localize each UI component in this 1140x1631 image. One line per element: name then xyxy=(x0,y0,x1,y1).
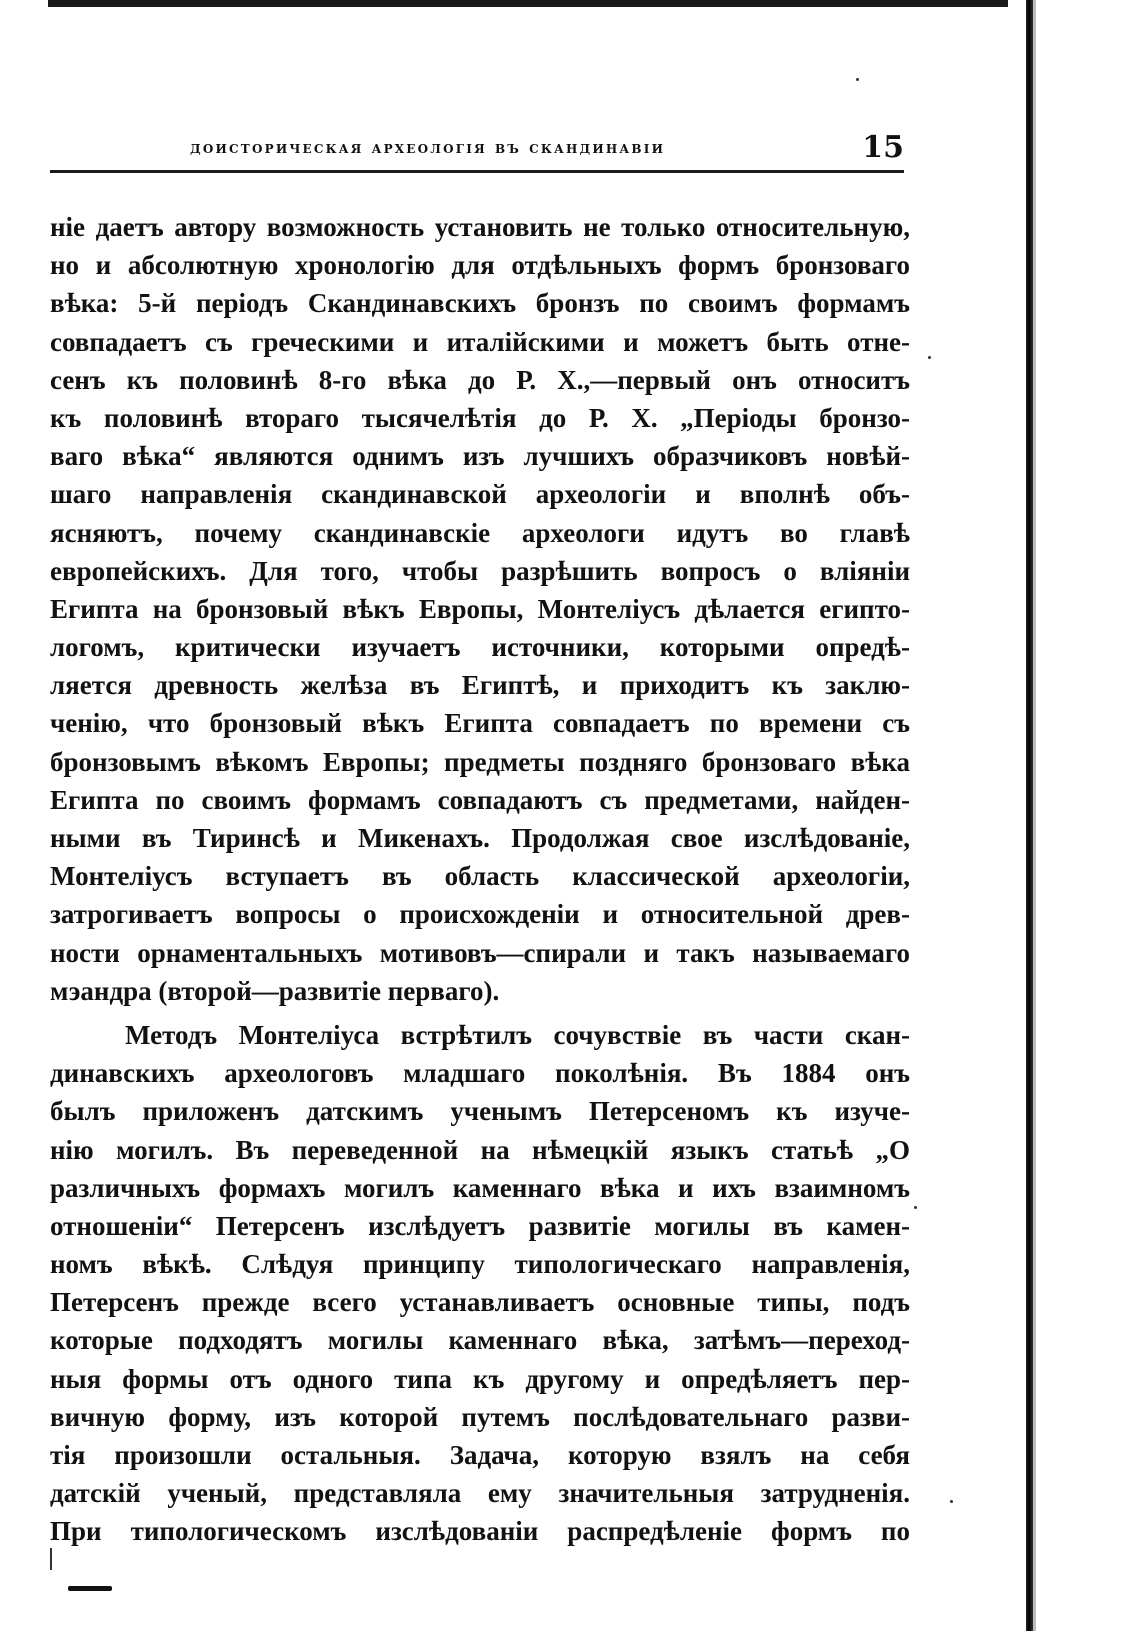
page-number: 15 xyxy=(862,130,904,165)
text-line: былъ приложенъ датскимъ ученымъ Петерсеномъ къ изуче- xyxy=(50,1096,910,1127)
text-line: сенъ къ половинѣ 8-го вѣка до Р. Х.,—первый онъ относитъ xyxy=(50,364,910,395)
text-line: ясняютъ, почему скандинавскіе археологи идутъ во главѣ xyxy=(50,517,910,548)
text-line: ваго вѣка“ являются однимъ изъ лучшихъ образчиковъ новѣй- xyxy=(50,441,910,472)
page-header xyxy=(50,130,904,165)
text-line: динавскихъ археологовъ младшаго поколѣнія. Въ 1884 онъ xyxy=(50,1058,910,1089)
header-rule xyxy=(50,170,904,173)
text-line: вичную форму, изъ которой путемъ послѣдовательнаго разви- xyxy=(50,1401,910,1432)
text-line: Египта на бронзовый вѣкъ Европы, Монтеліусъ дѣлается египто- xyxy=(50,593,910,624)
text-line: При типологическомъ изслѣдованіи распредѣленіе формъ по xyxy=(50,1516,910,1547)
margin-tick-mark xyxy=(50,1548,52,1570)
text-line: совпадаетъ съ греческими и италійскими и можетъ быть отне- xyxy=(50,326,910,357)
text-line: Монтеліусъ вступаетъ въ область классической археологіи, xyxy=(50,861,910,892)
text-line: ляется древность желѣза въ Египтѣ, и приходитъ къ заклю- xyxy=(50,670,910,701)
text-line: Методъ Монтеліуса встрѣтилъ сочувствіе въ части скан- xyxy=(125,1019,910,1050)
book-spine-edge xyxy=(1026,0,1033,1631)
text-line: вѣка: 5-й періодъ Скандинавскихъ бронзъ по своимъ формамъ xyxy=(50,288,910,319)
body-text xyxy=(50,208,910,1551)
top-edge-rule xyxy=(48,0,1008,7)
text-line: ности орнаментальныхъ мотивовъ—спирали и такъ называемаго xyxy=(50,937,910,968)
text-line: логомъ, критически изучаетъ источники, которыми опредѣ- xyxy=(50,632,910,663)
text-line: бронзовымъ вѣкомъ Европы; предметы поздняго бронзоваго вѣка xyxy=(50,746,910,777)
text-line: ныя формы отъ одного типа къ другому и опредѣляетъ пер- xyxy=(50,1363,910,1394)
scan-speck xyxy=(928,356,931,359)
text-line: ченію, что бронзовый вѣкъ Египта совпадаетъ по времени съ xyxy=(50,708,910,739)
text-line: тія произошли остальныя. Задача, которую взялъ на себя xyxy=(50,1440,910,1470)
footer-dash-mark xyxy=(68,1586,112,1591)
scan-speck xyxy=(914,1206,917,1209)
text-line: мэандра (второй—развитіе перваго). xyxy=(50,975,500,1006)
text-line: шаго направленія скандинавской археологіи и вполнѣ объ- xyxy=(50,479,910,510)
text-line: номъ вѣкѣ. Слѣдуя принципу типологическаго направленія, xyxy=(50,1249,910,1280)
text-line: ніе даетъ автору возможность установить не только относительную, xyxy=(50,212,910,242)
text-line: которые подходятъ могилы каменнаго вѣка, затѣмъ—переход- xyxy=(50,1325,910,1356)
text-line: ными въ Тиринсѣ и Микенахъ. Продолжая свое изслѣдованіе, xyxy=(50,823,910,853)
text-line: затрогиваетъ вопросы о происхожденіи и относительной древ- xyxy=(50,899,910,930)
running-title: доисторическая археологія въ скандинавіи xyxy=(190,138,666,158)
text-line: европейскихъ. Для того, чтобы разрѣшить вопросъ о вліяніи xyxy=(50,555,910,586)
text-line: къ половинѣ втораго тысячелѣтія до Р. Х. „Періоды бронзо- xyxy=(50,402,910,433)
text-line: различныхъ формахъ могилъ каменнаго вѣка и ихъ взаимномъ xyxy=(50,1172,910,1203)
scan-speck xyxy=(856,78,859,81)
text-line: нію могилъ. Въ переведенной на нѣмецкій языкъ статьѣ „О xyxy=(50,1134,910,1165)
spine-shadow xyxy=(1033,0,1036,1631)
text-line: Петерсенъ прежде всего устанавливаетъ основные типы, подъ xyxy=(50,1287,910,1318)
text-line: но и абсолютную хронологію для отдѣльныхъ формъ бронзоваго xyxy=(50,250,910,281)
text-line: отношеніи“ Петерсенъ изслѣдуетъ развитіе могилы въ камен- xyxy=(50,1210,910,1241)
text-line: датскій ученый, представляла ему значительныя затрудненія. xyxy=(50,1478,910,1509)
text-line: Египта по своимъ формамъ совпадаютъ съ предметами, найден- xyxy=(50,784,910,815)
scan-speck xyxy=(950,1500,953,1503)
